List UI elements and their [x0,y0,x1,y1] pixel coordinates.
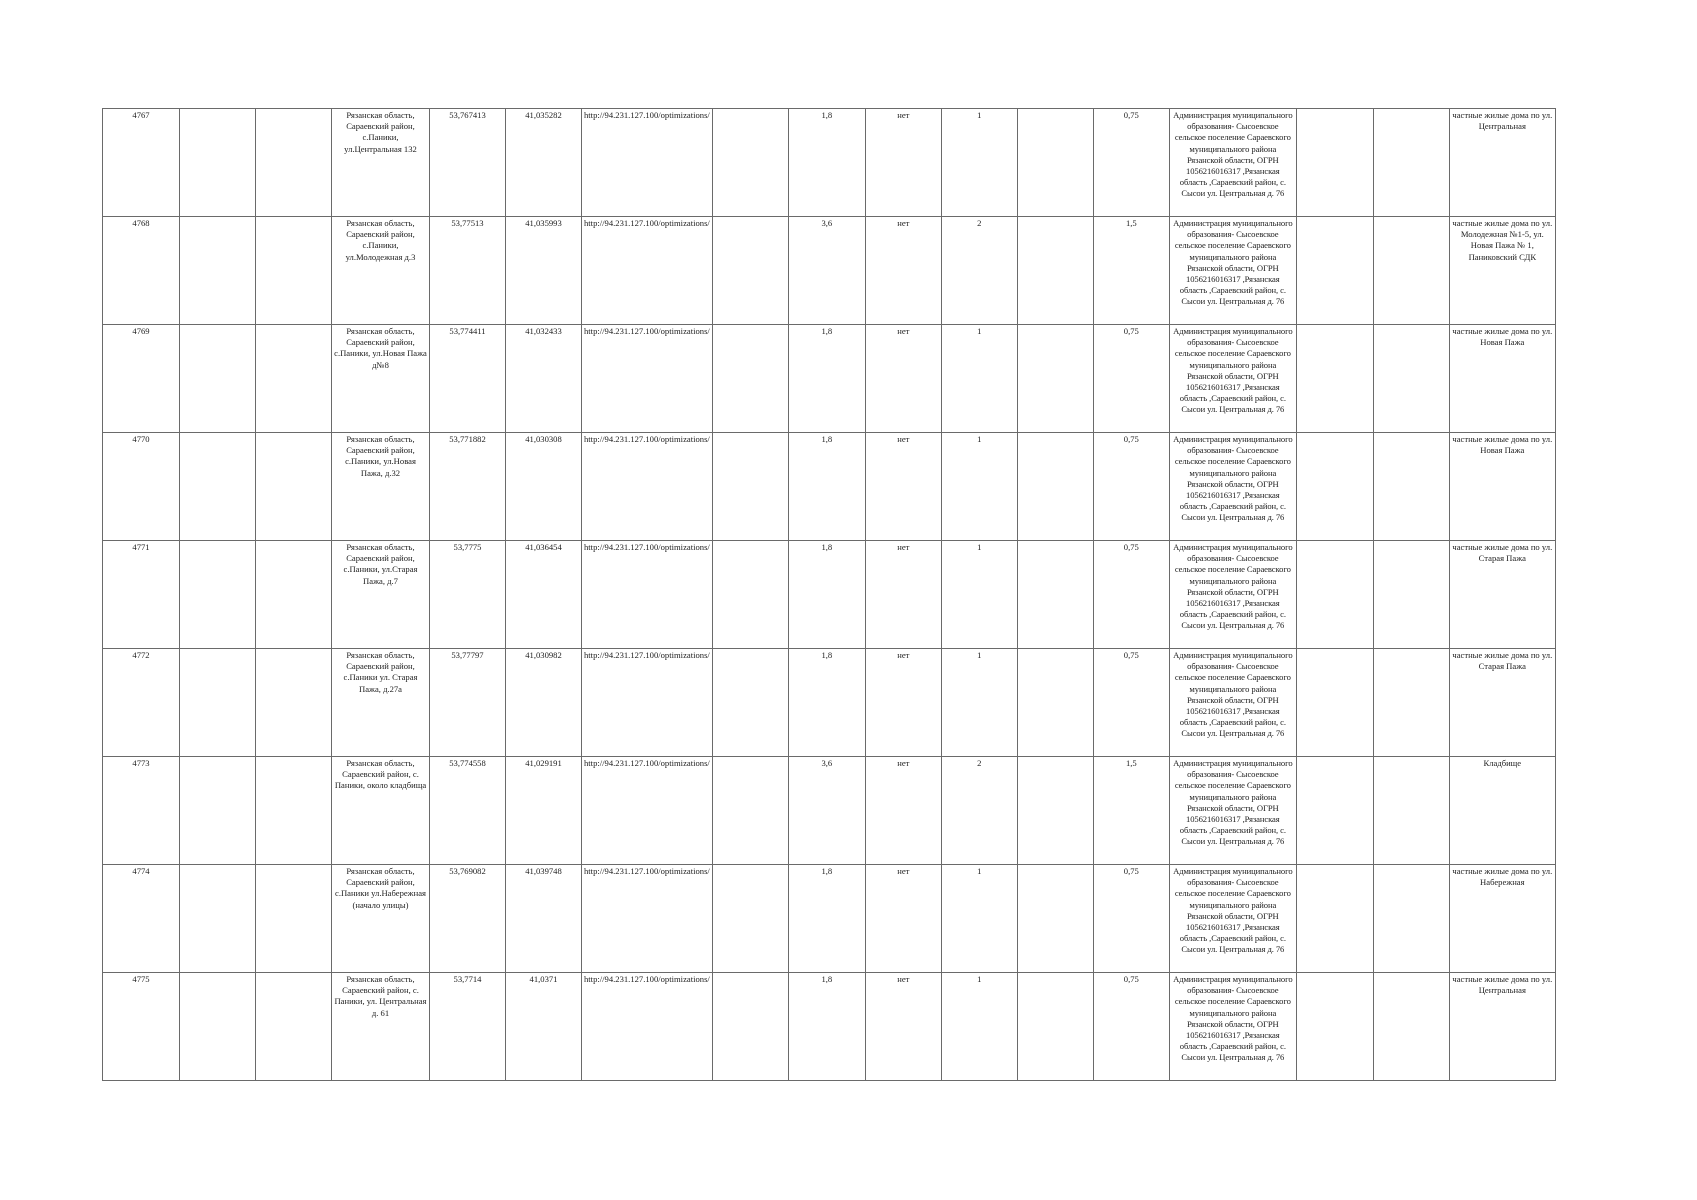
longitude-cell: 41,039748 [506,865,582,973]
cover-cell: нет [865,109,941,217]
address-cell: Рязанская область, Сараевский район, с.Паники, ул.Новая Пажа д№8 [332,325,430,433]
empty-cell [1373,649,1449,757]
empty-cell [1373,217,1449,325]
cover-cell: нет [865,973,941,1081]
empty-cell [712,217,788,325]
row-number-cell: 4772 [103,649,180,757]
empty-cell [1373,433,1449,541]
empty-cell [180,865,256,973]
owner-cell: Администрация муниципального образования- Сысоевское сельское поселение Сараевского муниципального района Рязанской области, ОГРН 1056216016317 ,Рязанская область ,Сараевский район, с. Сысои ул. Центральная д. 76 [1169,865,1296,973]
table-row [103,973,1556,1081]
empty-cell [256,649,332,757]
area-cell: 1,8 [788,109,865,217]
area-cell: 1,8 [788,433,865,541]
latitude-cell: 53,774411 [430,325,506,433]
empty-cell [1296,541,1373,649]
area-cell: 1,8 [788,325,865,433]
longitude-cell: 41,035993 [506,217,582,325]
empty-cell [712,325,788,433]
empty-cell [1296,649,1373,757]
volume-cell: 0,75 [1093,973,1169,1081]
empty-cell [1373,865,1449,973]
empty-cell [180,217,256,325]
owner-cell: Администрация муниципального образования- Сысоевское сельское поселение Сараевского муниципального района Рязанской области, ОГРН 1056216016317 ,Рязанская область ,Сараевский район, с. Сысои ул. Центральная д. 76 [1169,325,1296,433]
waste-sources-cell: частные жилые дома по ул. Набережная [1449,865,1555,973]
area-cell: 1,8 [788,541,865,649]
empty-cell [256,541,332,649]
empty-cell [256,217,332,325]
address-cell: Рязанская область, Сараевский район, с.Паники, ул.Новая Пажа, д.32 [332,433,430,541]
map-link-cell: http://94.231.127.100/optimizations/ [582,757,713,865]
empty-cell [256,865,332,973]
empty-cell [712,649,788,757]
empty-cell [1296,757,1373,865]
volume-cell: 1,5 [1093,757,1169,865]
latitude-cell: 53,774558 [430,757,506,865]
latitude-cell: 53,77797 [430,649,506,757]
table-row [103,325,1556,433]
address-cell: Рязанская область, Сараевский район, с.Паники, ул.Молодежная д.3 [332,217,430,325]
volume-cell: 0,75 [1093,433,1169,541]
waste-sources-cell: частные жилые дома по ул. Новая Пажа [1449,325,1555,433]
empty-cell [256,109,332,217]
empty-cell [180,109,256,217]
area-cell: 1,8 [788,649,865,757]
empty-cell [180,433,256,541]
volume-cell: 0,75 [1093,649,1169,757]
longitude-cell: 41,029191 [506,757,582,865]
container-count-cell: 1 [941,541,1017,649]
empty-cell [180,541,256,649]
longitude-cell: 41,030308 [506,433,582,541]
empty-cell [1373,541,1449,649]
waste-sources-cell: частные жилые дома по ул. Центральная [1449,973,1555,1081]
empty-cell [712,109,788,217]
area-cell: 1,8 [788,973,865,1081]
latitude-cell: 53,767413 [430,109,506,217]
empty-cell [256,757,332,865]
table-row [103,217,1556,325]
table-row [103,649,1556,757]
empty-cell [1296,325,1373,433]
empty-cell [1017,217,1093,325]
row-number-cell: 4774 [103,865,180,973]
row-number-cell: 4770 [103,433,180,541]
row-number-cell: 4767 [103,109,180,217]
row-number-cell: 4769 [103,325,180,433]
cover-cell: нет [865,541,941,649]
empty-cell [180,649,256,757]
owner-cell: Администрация муниципального образования- Сысоевское сельское поселение Сараевского муниципального района Рязанской области, ОГРН 1056216016317 ,Рязанская область ,Сараевский район, с. Сысои ул. Центральная д. 76 [1169,757,1296,865]
cover-cell: нет [865,433,941,541]
map-link-cell: http://94.231.127.100/optimizations/ [582,649,713,757]
map-link-cell: http://94.231.127.100/optimizations/ [582,325,713,433]
empty-cell [180,973,256,1081]
row-number-cell: 4768 [103,217,180,325]
cover-cell: нет [865,649,941,757]
owner-cell: Администрация муниципального образования- Сысоевское сельское поселение Сараевского муниципального района Рязанской области, ОГРН 1056216016317 ,Рязанская область ,Сараевский район, с. Сысои ул. Центральная д. 76 [1169,217,1296,325]
empty-cell [712,973,788,1081]
longitude-cell: 41,030982 [506,649,582,757]
map-link-cell: http://94.231.127.100/optimizations/ [582,865,713,973]
container-count-cell: 2 [941,217,1017,325]
container-count-cell: 1 [941,649,1017,757]
map-link-cell: http://94.231.127.100/optimizations/ [582,217,713,325]
address-cell: Рязанская область, Сараевский район, с.Паники ул. Старая Пажа, д.27а [332,649,430,757]
volume-cell: 0,75 [1093,109,1169,217]
owner-cell: Администрация муниципального образования- Сысоевское сельское поселение Сараевского муниципального района Рязанской области, ОГРН 1056216016317 ,Рязанская область ,Сараевский район, с. Сысои ул. Центральная д. 76 [1169,541,1296,649]
empty-cell [1017,541,1093,649]
address-cell: Рязанская область, Сараевский район, с.Паники ул.Набережная (начало улицы) [332,865,430,973]
latitude-cell: 53,7714 [430,973,506,1081]
empty-cell [1017,109,1093,217]
volume-cell: 1,5 [1093,217,1169,325]
latitude-cell: 53,7775 [430,541,506,649]
latitude-cell: 53,771882 [430,433,506,541]
area-cell: 3,6 [788,757,865,865]
container-count-cell: 1 [941,973,1017,1081]
volume-cell: 0,75 [1093,541,1169,649]
owner-cell: Администрация муниципального образования- Сысоевское сельское поселение Сараевского муниципального района Рязанской области, ОГРН 1056216016317 ,Рязанская область ,Сараевский район, с. Сысои ул. Центральная д. 76 [1169,649,1296,757]
cover-cell: нет [865,217,941,325]
map-link-cell: http://94.231.127.100/optimizations/ [582,109,713,217]
empty-cell [712,757,788,865]
table-row [103,757,1556,865]
owner-cell: Администрация муниципального образования- Сысоевское сельское поселение Сараевского муниципального района Рязанской области, ОГРН 1056216016317 ,Рязанская область ,Сараевский район, с. Сысои ул. Центральная д. 76 [1169,109,1296,217]
address-cell: Рязанская область, Сараевский район, с.Паники, ул.Старая Пажа, д.7 [332,541,430,649]
empty-cell [1017,433,1093,541]
latitude-cell: 53,77513 [430,217,506,325]
table-body [103,109,1556,1081]
container-count-cell: 1 [941,325,1017,433]
table-row [103,865,1556,973]
cover-cell: нет [865,865,941,973]
waste-sources-cell: Кладбище [1449,757,1555,865]
empty-cell [1296,109,1373,217]
longitude-cell: 41,035282 [506,109,582,217]
latitude-cell: 53,769082 [430,865,506,973]
empty-cell [256,325,332,433]
longitude-cell: 41,032433 [506,325,582,433]
waste-sites-table [102,108,1556,1081]
empty-cell [1017,757,1093,865]
waste-sources-cell: частные жилые дома по ул. Центральная [1449,109,1555,217]
empty-cell [256,433,332,541]
empty-cell [1017,649,1093,757]
empty-cell [1373,973,1449,1081]
volume-cell: 0,75 [1093,865,1169,973]
empty-cell [1373,325,1449,433]
container-count-cell: 1 [941,109,1017,217]
table-row [103,109,1556,217]
waste-sources-cell: частные жилые дома по ул. Старая Пажа [1449,541,1555,649]
area-cell: 3,6 [788,217,865,325]
empty-cell [1017,325,1093,433]
empty-cell [1373,757,1449,865]
longitude-cell: 41,0371 [506,973,582,1081]
row-number-cell: 4775 [103,973,180,1081]
empty-cell [712,433,788,541]
volume-cell: 0,75 [1093,325,1169,433]
empty-cell [1017,865,1093,973]
empty-cell [712,541,788,649]
cover-cell: нет [865,325,941,433]
empty-cell [712,865,788,973]
empty-cell [256,973,332,1081]
empty-cell [1296,973,1373,1081]
table-row [103,433,1556,541]
empty-cell [180,757,256,865]
waste-sources-cell: частные жилые дома по ул. Старая Пажа [1449,649,1555,757]
address-cell: Рязанская область, Сараевский район, с. Паники, около кладбища [332,757,430,865]
container-count-cell: 1 [941,433,1017,541]
waste-sources-cell: частные жилые дома по ул. Новая Пажа [1449,433,1555,541]
empty-cell [1296,865,1373,973]
cover-cell: нет [865,757,941,865]
empty-cell [1373,109,1449,217]
address-cell: Рязанская область, Сараевский район, с. Паники, ул. Центральная д. 61 [332,973,430,1081]
empty-cell [180,325,256,433]
longitude-cell: 41,036454 [506,541,582,649]
map-link-cell: http://94.231.127.100/optimizations/ [582,433,713,541]
container-count-cell: 1 [941,865,1017,973]
container-count-cell: 2 [941,757,1017,865]
map-link-cell: http://94.231.127.100/optimizations/ [582,541,713,649]
row-number-cell: 4773 [103,757,180,865]
area-cell: 1,8 [788,865,865,973]
empty-cell [1296,217,1373,325]
row-number-cell: 4771 [103,541,180,649]
empty-cell [1017,973,1093,1081]
empty-cell [1296,433,1373,541]
map-link-cell: http://94.231.127.100/optimizations/ [582,973,713,1081]
owner-cell: Администрация муниципального образования- Сысоевское сельское поселение Сараевского муниципального района Рязанской области, ОГРН 1056216016317 ,Рязанская область ,Сараевский район, с. Сысои ул. Центральная д. 76 [1169,433,1296,541]
table-row [103,541,1556,649]
owner-cell: Администрация муниципального образования- Сысоевское сельское поселение Сараевского муниципального района Рязанской области, ОГРН 1056216016317 ,Рязанская область ,Сараевский район, с. Сысои ул. Центральная д. 76 [1169,973,1296,1081]
address-cell: Рязанская область, Сараевский район, с.Паники, ул.Центральная 132 [332,109,430,217]
waste-sources-cell: частные жилые дома по ул. Молодежная №1-5, ул. Новая Пажа № 1, Паниковский СДК [1449,217,1555,325]
